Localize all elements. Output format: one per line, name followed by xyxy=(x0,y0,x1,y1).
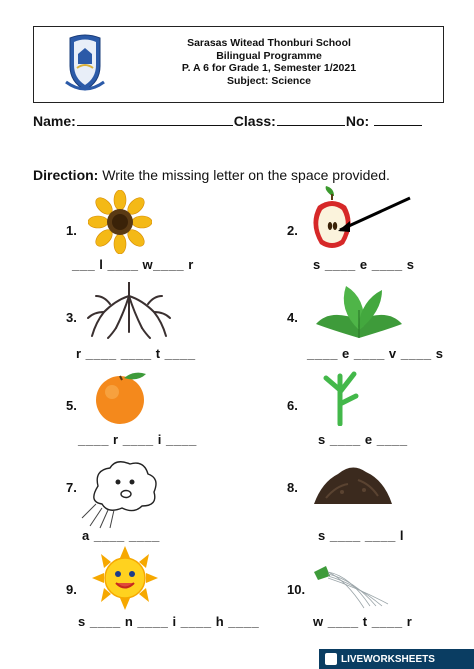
item-number: 7. xyxy=(66,480,77,495)
word-pattern: ____ r ____ i ____ xyxy=(78,432,197,447)
watering-can-icon xyxy=(310,566,392,616)
item-number: 6. xyxy=(287,398,298,413)
student-info-row xyxy=(33,111,423,129)
subject-line: Subject: Science xyxy=(226,74,312,87)
word-pattern: a ____ ____ xyxy=(82,528,160,543)
school-name: Sarasas Witead Thonburi School xyxy=(187,37,351,49)
word-pattern: s ____ n ____ i ____ h ____ xyxy=(78,614,260,629)
word-pattern: s ____ e ____ xyxy=(318,432,408,447)
roots-icon xyxy=(86,282,172,340)
school-logo-icon xyxy=(64,32,106,94)
word-pattern: s ____ e ____ s xyxy=(313,257,415,272)
leaves-icon xyxy=(312,280,406,340)
footer-brand: LIVEWORKSHEETS xyxy=(341,653,435,665)
name-label: Name: xyxy=(33,113,76,129)
word-pattern: ____ e ____ v ____ s xyxy=(307,346,444,361)
direction-label: Direction: xyxy=(33,167,99,183)
item-number: 1. xyxy=(66,223,77,238)
item-number: 9. xyxy=(66,582,77,597)
soil-icon xyxy=(312,458,394,508)
class-field[interactable] xyxy=(277,111,345,126)
air-cloud-icon xyxy=(80,456,162,530)
item-number: 4. xyxy=(287,310,298,325)
apple-seed-icon xyxy=(310,186,430,256)
word-pattern: ___ l ____ w____ r xyxy=(72,257,194,272)
item-number: 5. xyxy=(66,398,77,413)
name-field[interactable] xyxy=(77,111,233,126)
stem-icon xyxy=(318,370,362,426)
direction-text: Write the missing letter on the space provided. xyxy=(98,167,390,183)
word-pattern: r ____ ____ t ____ xyxy=(76,346,196,361)
liveworksheets-footer[interactable] xyxy=(319,649,474,669)
item-number: 10. xyxy=(287,582,306,597)
item-number: 3. xyxy=(66,310,77,325)
sunflower-icon xyxy=(88,190,152,254)
item-number: 2. xyxy=(287,223,298,238)
no-field[interactable] xyxy=(374,111,422,126)
item-number: 8. xyxy=(287,480,298,495)
word-pattern: w ____ t ____ r xyxy=(313,614,413,629)
direction-line xyxy=(33,167,390,183)
grade-line: P. A 6 for Grade 1, Semester 1/2021 xyxy=(181,62,357,74)
word-pattern: s ____ ____ l xyxy=(318,528,405,543)
header-box xyxy=(33,26,444,103)
orange-icon xyxy=(86,368,160,426)
header-text xyxy=(119,37,419,87)
class-label: Class: xyxy=(233,113,276,129)
liveworksheets-logo-icon xyxy=(325,653,337,665)
sun-icon xyxy=(86,546,164,610)
no-label: No: xyxy=(345,113,370,129)
programme-name: Bilingual Programme xyxy=(216,49,322,62)
